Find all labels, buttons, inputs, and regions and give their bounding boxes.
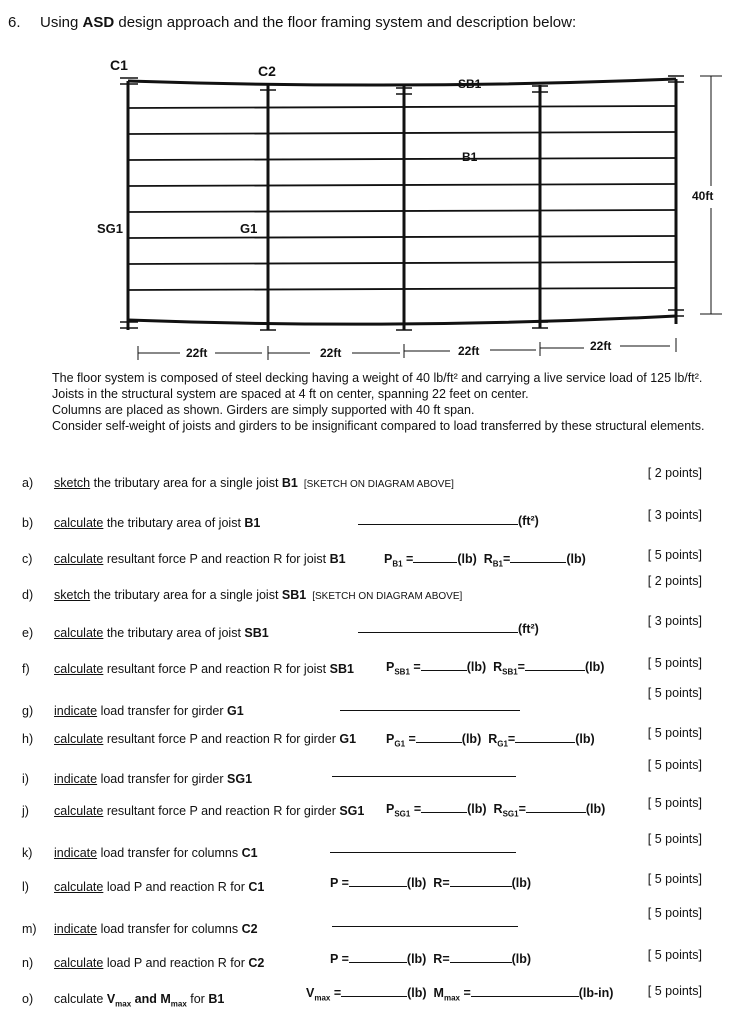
question-text xyxy=(54,846,258,860)
field-label: P xyxy=(386,660,395,674)
question-a xyxy=(0,466,746,498)
points-label: [ 3 points] xyxy=(647,508,702,522)
field-sub: max xyxy=(314,993,331,1003)
question-letter: k) xyxy=(22,846,33,860)
answer-blank[interactable] xyxy=(341,984,407,997)
answer-unit: (ft²) xyxy=(518,622,539,636)
label-span-3: 22ft xyxy=(458,344,480,358)
bottom-girder-line xyxy=(128,316,676,324)
question-d xyxy=(0,574,746,610)
field-label: V xyxy=(306,986,315,1000)
points-label: [ 2 points] xyxy=(647,466,702,480)
answer-blank[interactable] xyxy=(471,984,579,997)
question-letter: d) xyxy=(22,588,34,602)
question-rest: load transfer for girder xyxy=(97,704,228,718)
question-member: SG1 xyxy=(227,772,253,786)
answer-blank[interactable] xyxy=(450,874,512,887)
field-label: R xyxy=(488,732,498,746)
question-text xyxy=(54,992,224,1009)
points-label: [ 5 points] xyxy=(647,686,702,700)
answer-blank[interactable] xyxy=(358,620,518,633)
answer-unit: (ft²) xyxy=(518,514,539,528)
question-rest3: for xyxy=(186,992,209,1006)
answer-unit: (lb) xyxy=(467,802,487,816)
points-label: [ 5 points] xyxy=(647,726,702,740)
question-member: C1 xyxy=(248,880,265,894)
question-verb: calculate xyxy=(54,662,104,676)
top-girder-line xyxy=(128,79,676,85)
question-rest: load P and reaction R for xyxy=(103,956,249,970)
points-label: [ 5 points] xyxy=(647,656,702,670)
question-rest: resultant force P and reaction R for joist xyxy=(103,552,330,566)
question-member: B1 xyxy=(244,516,261,530)
question-rest2: and M xyxy=(131,992,171,1006)
question-member: G1 xyxy=(227,704,244,718)
question-member: B1 xyxy=(281,476,298,490)
answer-unit: (lb) xyxy=(457,552,477,566)
question-f xyxy=(0,656,746,684)
answer-blank[interactable] xyxy=(340,698,520,711)
field-sub: G1 xyxy=(497,739,508,749)
field-label: P xyxy=(330,876,339,890)
question-rest: resultant force P and reaction R for girder xyxy=(103,732,340,746)
points-label: [ 5 points] xyxy=(647,906,702,920)
header-prefix: Using xyxy=(40,14,83,31)
question-j xyxy=(0,796,746,826)
problem-header xyxy=(8,14,576,31)
question-letter: m) xyxy=(22,922,37,936)
field-label: R xyxy=(433,952,443,966)
answer-fields: P = (lb) R= (lb) xyxy=(330,876,532,890)
question-member: C2 xyxy=(248,956,265,970)
question-k xyxy=(0,832,746,868)
framing-svg xyxy=(0,48,746,378)
field-label: P xyxy=(330,952,339,966)
question-h xyxy=(0,726,746,754)
answer-fields xyxy=(358,512,539,528)
question-member: G1 xyxy=(339,732,357,746)
label-c2: C2 xyxy=(258,63,276,79)
question-letter: i) xyxy=(22,772,29,786)
question-c xyxy=(0,548,746,574)
answer-fields: P = (lb) R= (lb) xyxy=(330,952,532,966)
answer-fields xyxy=(332,764,516,780)
answer-unit: (lb) xyxy=(407,986,427,1000)
question-text xyxy=(54,552,346,566)
answer-unit: (lb) xyxy=(511,952,532,966)
label-span-1: 22ft xyxy=(186,346,208,360)
question-verb: calculate xyxy=(54,552,104,566)
label-span-4: 22ft xyxy=(590,339,612,353)
description-line: Joists in the structural system are spaced at 4 ft on center, spanning 22 feet on center. xyxy=(52,387,529,401)
question-e xyxy=(0,614,746,648)
question-member: SG1 xyxy=(339,804,365,818)
question-letter: b) xyxy=(22,516,34,530)
answer-unit: (lb) xyxy=(466,660,487,674)
answer-blank[interactable] xyxy=(421,800,467,813)
question-text xyxy=(54,732,356,746)
question-letter: o) xyxy=(22,992,34,1006)
points-label: [ 5 points] xyxy=(647,948,702,962)
field-sub: SB1 xyxy=(394,667,410,677)
question-verb: calculate xyxy=(54,880,104,894)
question-verb: calculate xyxy=(54,732,104,746)
question-o xyxy=(0,984,746,1014)
question-text xyxy=(54,804,364,818)
header-bold: ASD xyxy=(82,14,115,31)
question-text xyxy=(54,956,264,970)
question-n xyxy=(0,948,746,978)
answer-unit: (lb) xyxy=(575,732,595,746)
answer-blank[interactable] xyxy=(510,550,566,563)
question-member: C2 xyxy=(241,922,258,936)
column-ticks xyxy=(120,76,684,330)
field-sub: G1 xyxy=(394,739,406,749)
label-sb1: SB1 xyxy=(458,77,482,91)
field-label: P xyxy=(384,552,393,566)
label-span-2: 22ft xyxy=(320,346,342,360)
answer-unit: (lb) xyxy=(566,552,586,566)
question-verb: indicate xyxy=(54,704,98,718)
question-verb: indicate xyxy=(54,772,98,786)
points-label: [ 5 points] xyxy=(647,796,702,810)
answer-blank[interactable] xyxy=(416,730,462,743)
label-40ft: 40ft xyxy=(692,189,714,203)
question-verb: calculate xyxy=(54,992,104,1006)
field-label: M xyxy=(433,986,444,1000)
answer-fields: $V_{max} = (lb) M_{max} = (lb-in)$ xyxy=(306,986,614,1003)
answer-blank[interactable] xyxy=(515,730,575,743)
question-verb: indicate xyxy=(54,922,98,936)
description-line: The floor system is composed of steel decking having a weight of 40 lb/ft² and carrying a live service load of 125 lb/ft². xyxy=(52,371,703,385)
question-letter: h) xyxy=(22,732,34,746)
field-sub: SB1 xyxy=(502,667,518,677)
field-sub: SG1 xyxy=(502,809,519,819)
answer-blank[interactable] xyxy=(358,512,518,525)
answer-blank[interactable] xyxy=(349,874,407,887)
field-label: R xyxy=(493,660,503,674)
problem-number: 6. xyxy=(8,14,21,31)
field-label: P xyxy=(386,732,395,746)
field-sub: B1 xyxy=(392,559,403,569)
points-label: [ 5 points] xyxy=(647,758,702,772)
answer-blank[interactable] xyxy=(421,658,467,671)
answer-unit: (lb) xyxy=(585,802,606,816)
question-rest: the tributary area of joist xyxy=(103,516,245,530)
question-rest: the tributary area of joist xyxy=(103,626,245,640)
question-letter: l) xyxy=(22,880,29,894)
question-text xyxy=(54,662,354,676)
points-label: [ 5 points] xyxy=(647,984,702,998)
points-label: [ 2 points] xyxy=(647,574,702,588)
question-member: B1 xyxy=(208,992,225,1006)
question-letter: a) xyxy=(22,476,34,490)
answer-blank[interactable] xyxy=(525,658,585,671)
question-m xyxy=(0,906,746,944)
floor-framing-diagram xyxy=(0,48,746,378)
question-letter: j) xyxy=(22,804,29,818)
label-g1: G1 xyxy=(240,221,258,236)
question-rest: load transfer for girder xyxy=(97,772,228,786)
question-verb: sketch xyxy=(54,476,91,490)
label-b1: B1 xyxy=(462,150,478,164)
question-rest2-sub: max xyxy=(170,999,187,1009)
question-letter: e) xyxy=(22,626,34,640)
question-text xyxy=(54,880,264,894)
question-member: B1 xyxy=(329,552,346,566)
header-suffix: design approach and the floor framing system and description below: xyxy=(114,14,577,31)
question-rest: resultant force P and reaction R for girder xyxy=(103,804,340,818)
answer-blank[interactable] xyxy=(332,764,516,777)
question-member: SB1 xyxy=(244,626,269,640)
question-verb: indicate xyxy=(54,846,98,860)
question-text xyxy=(54,476,454,490)
answer-fields: $P_{SB1} = (lb)$ $R_{SB1}= (lb)$ xyxy=(386,660,605,677)
question-rest: load P and reaction R for xyxy=(103,880,249,894)
question-note: [SKETCH ON DIAGRAM ABOVE] xyxy=(303,479,454,490)
question-g xyxy=(0,686,746,726)
points-label: [ 5 points] xyxy=(647,872,702,886)
question-b xyxy=(0,508,746,538)
question-text xyxy=(54,588,462,602)
answer-blank[interactable] xyxy=(450,950,512,963)
answer-unit: (lb) xyxy=(584,660,605,674)
question-text xyxy=(54,922,258,936)
answer-fields xyxy=(332,914,518,930)
description-line: Columns are placed as shown. Girders are simply supported with 40 ft span. xyxy=(52,403,475,417)
field-sub: SG1 xyxy=(394,809,411,819)
question-letter: g) xyxy=(22,704,34,718)
question-rest: the tributary area for a single joist xyxy=(90,588,282,602)
answer-blank[interactable] xyxy=(349,950,407,963)
answer-fields xyxy=(358,620,539,636)
question-verb: calculate xyxy=(54,804,104,818)
answer-blank[interactable] xyxy=(330,840,516,853)
girder-lines xyxy=(128,79,676,330)
question-note: [SKETCH ON DIAGRAM ABOVE] xyxy=(312,591,463,602)
answer-unit: (lb) xyxy=(511,876,532,890)
points-label: [ 5 points] xyxy=(647,832,702,846)
points-label: [ 5 points] xyxy=(647,548,702,562)
points-label: [ 3 points] xyxy=(647,614,702,628)
description-line: Consider self-weight of joists and girders to be insignificant compared to load transferred by these structural elements. xyxy=(52,419,705,433)
field-label: R xyxy=(493,802,503,816)
answer-unit: (lb) xyxy=(406,952,427,966)
question-i xyxy=(0,758,746,794)
field-label: R xyxy=(433,876,443,890)
question-rest: load transfer for columns xyxy=(97,846,242,860)
joist-lines xyxy=(128,106,676,290)
question-member: SB1 xyxy=(281,588,307,602)
question-rest: the tributary area for a single joist xyxy=(90,476,282,490)
question-letter: c) xyxy=(22,552,33,566)
question-verb: calculate xyxy=(54,626,104,640)
answer-unit: (lb-in) xyxy=(578,986,614,1000)
label-sg1: SG1 xyxy=(97,221,124,236)
question-verb: calculate xyxy=(54,956,104,970)
question-text xyxy=(54,772,252,786)
question-member: SB1 xyxy=(329,662,354,676)
answer-blank[interactable] xyxy=(332,914,518,927)
answer-fields: $P_{G1} = (lb)$ $R_{G1}= (lb)$ xyxy=(386,732,595,749)
field-label: P xyxy=(386,802,395,816)
field-sub: B1 xyxy=(492,559,504,569)
answer-fields xyxy=(330,840,516,856)
question-l xyxy=(0,872,746,902)
answer-fields xyxy=(340,698,520,714)
answer-unit: (lb) xyxy=(406,876,427,890)
answer-blank[interactable] xyxy=(526,800,586,813)
field-label: R xyxy=(483,552,493,566)
field-sub: max xyxy=(443,993,460,1003)
question-verb: sketch xyxy=(54,588,91,602)
question-text xyxy=(54,516,260,530)
question-rest-sub: max xyxy=(115,999,132,1009)
answer-fields: $P_{SG1} = (lb)$ $R_{SG1}= (lb)$ xyxy=(386,802,606,819)
question-verb: calculate xyxy=(54,516,104,530)
question-text xyxy=(54,704,244,718)
problem-description xyxy=(52,370,722,434)
answer-blank[interactable] xyxy=(413,550,457,563)
question-letter: f) xyxy=(22,662,30,676)
question-rest: V xyxy=(103,992,116,1006)
answer-unit: (lb) xyxy=(461,732,482,746)
answer-fields: $P_{B1} = (lb)$ $R_{B1}= (lb)$ xyxy=(384,552,586,569)
question-letter: n) xyxy=(22,956,34,970)
question-rest: resultant force P and reaction R for joist xyxy=(103,662,330,676)
question-rest: load transfer for columns xyxy=(97,922,242,936)
question-member: C1 xyxy=(241,846,258,860)
label-c1: C1 xyxy=(110,57,128,73)
question-text xyxy=(54,626,269,640)
